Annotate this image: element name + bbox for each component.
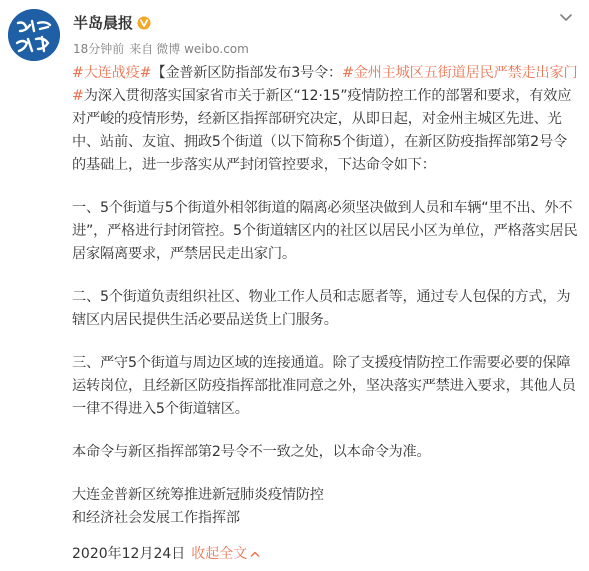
account-name[interactable]: 半岛晨报: [73, 14, 134, 32]
account-name-row[interactable]: [73, 12, 151, 33]
collapse-up-icon[interactable]: [249, 548, 261, 560]
signature-line-2: 和经济社会发展工作指挥部: [72, 510, 240, 526]
headline-open: 【金普新区防指部发布3号令：: [151, 65, 342, 81]
order-closing: 本命令与新区指挥部第2号令不一致之处，以本命令为准。: [72, 444, 431, 460]
avatar-logo-icon: [8, 9, 60, 61]
topic-link-jinzhou[interactable]: #金州主城区五街道居民严禁走出家门#: [72, 65, 578, 104]
collapse-full-text-link[interactable]: [191, 546, 261, 562]
post-time[interactable]: 18分钟前: [73, 42, 125, 56]
collapse-label[interactable]: 收起全文: [191, 546, 248, 562]
avatar[interactable]: [8, 9, 60, 61]
topic-link-dalian[interactable]: #大连战疫#: [72, 65, 152, 81]
intro-text: 为深入贯彻落实国家省市关于新区“12·15”疫情防控工作的部署和要求，有效应对严峻的疫情形势，经新区指挥部研究决定，从即日起，对金州主城区先进、光中、站前、友谊、拥政5个街道（以下简称5个街道），在新区防疫指挥部第2号令的基础上，进一步落实从严封闭管控要求，下达命令如下：: [72, 88, 572, 173]
post-source[interactable]: 微博 weibo.com: [156, 42, 249, 56]
post-content: [72, 62, 580, 530]
post-footer: [72, 543, 261, 563]
source-prefix: 来自: [129, 42, 154, 56]
post-meta: [73, 40, 254, 57]
order-item-1: 一、5个街道与5个街道外相邻街道的隔离必须坚决做到人员和车辆“里不出、外不进”，严格进行封闭管控。5个街道辖区内的社区以居民小区为单位，严格落实居民居家隔离要求，严禁居民走出家门。: [72, 200, 578, 262]
order-item-2: 二、5个街道负责组织社区、物业工作人员和志愿者等，通过专人包保的方式，为辖区内居民提供生活必要品送货上门服务。: [72, 289, 571, 328]
order-item-3: 三、严守5个街道与周边区域的连接通道。除了支援疫情防控工作需要必要的保障运转岗位，且经新区防疫指挥部批准同意之外，坚决落实严禁进入要求，其他人员一律不得进入5个街道辖区。: [72, 355, 576, 417]
verified-v-icon: [137, 16, 151, 30]
signature-line-1: 大连金普新区统筹推进新冠肺炎疫情防控: [72, 487, 324, 503]
post-date: 2020年12月24日: [72, 546, 186, 562]
post-intro-paragraph: [72, 62, 580, 177]
chevron-down-icon[interactable]: [557, 8, 575, 26]
